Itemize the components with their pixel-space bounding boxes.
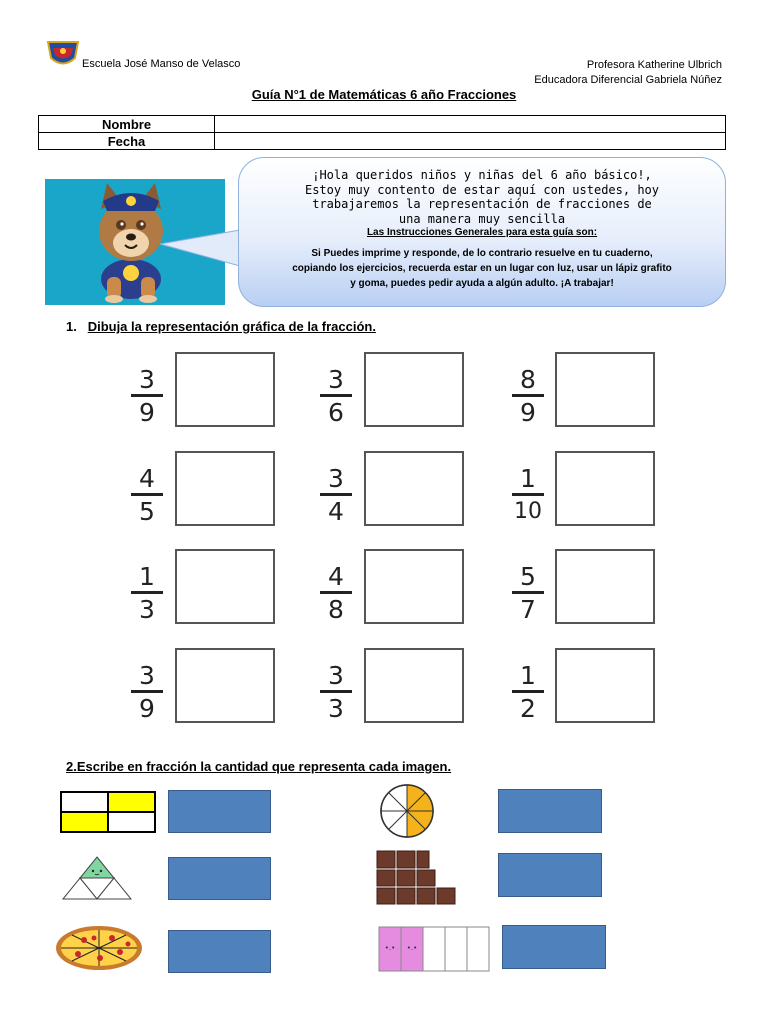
student-info-table (38, 115, 726, 150)
fraction (508, 366, 548, 426)
fraction-denominator: 9 (139, 694, 155, 723)
fraction-bar (320, 690, 352, 693)
fraction-denominator: 10 (514, 499, 542, 524)
answer-box[interactable] (168, 930, 271, 973)
fraction-bar (512, 690, 544, 693)
fraction-denominator: 9 (139, 398, 155, 427)
speech-bubble-tail-icon (158, 228, 242, 276)
question-1-heading (66, 319, 376, 334)
fraction-numerator: 3 (139, 365, 155, 394)
svg-text:•.•: •.• (384, 944, 396, 952)
educator-name: Educadora Diferencial Gabriela Núñez (534, 74, 722, 86)
greeting-line: una manera muy sencilla (398, 211, 566, 226)
triangle-fraction-picture (62, 854, 132, 902)
rectangle-fraction-picture (60, 791, 156, 833)
name-field[interactable] (215, 116, 726, 133)
drawing-box[interactable] (555, 451, 655, 526)
drawing-box[interactable] (555, 549, 655, 624)
fraction-denominator: 3 (139, 595, 155, 624)
fraction (316, 366, 356, 426)
fraction (316, 662, 356, 722)
answer-box[interactable] (168, 790, 271, 833)
fraction-numerator: 4 (328, 562, 344, 591)
speech-bubble (238, 157, 726, 307)
greeting-text (239, 168, 725, 226)
drawing-box[interactable] (555, 352, 655, 427)
fraction-bar (320, 493, 352, 496)
pizza-icon (54, 924, 144, 972)
answer-box[interactable] (168, 857, 271, 900)
instructions-line: copiando los ejercicios, recuerda estar en un lugar con luz, usar un lápiz grafito (292, 263, 672, 274)
fraction-numerator: 4 (139, 464, 155, 493)
fraction (127, 366, 167, 426)
fraction-denominator: 7 (520, 595, 536, 624)
drawing-box[interactable] (364, 648, 464, 723)
drawing-box[interactable] (175, 451, 275, 526)
fraction-bar (512, 493, 544, 496)
fraction-bar (512, 394, 544, 397)
svg-text:•.•: •.• (406, 944, 418, 952)
date-row (39, 133, 726, 150)
instructions-line: y goma, puedes pedir ayuda a algún adulto. ¡A trabajar! (350, 278, 614, 289)
question-2-heading: 2.Escribe en fracción la cantidad que representa cada imagen. (66, 759, 452, 774)
school-crest-icon (45, 38, 81, 70)
answer-box[interactable] (498, 853, 602, 897)
fraction-bar (131, 690, 163, 693)
circle-fraction-picture (372, 783, 442, 843)
fraction (127, 563, 167, 623)
fraction-denominator: 4 (328, 497, 344, 526)
name-label: Nombre (39, 116, 215, 133)
fraction-bar (320, 394, 352, 397)
answer-box[interactable] (498, 789, 602, 833)
question-number: 1. (66, 319, 77, 334)
instructions-title: Las Instrucciones Generales para esta guía son: (366, 227, 598, 238)
chocolate-bar-icon (376, 850, 456, 906)
fraction (316, 563, 356, 623)
fraction-bar (320, 591, 352, 594)
teacher-name: Profesora Katherine Ulbrich (586, 59, 722, 71)
date-label: Fecha (39, 133, 215, 150)
fraction (316, 465, 356, 525)
staff-names (534, 58, 722, 88)
question-1-text: Dibuja la representación gráfica de la fracción. (87, 319, 376, 334)
fraction-numerator: 1 (139, 562, 155, 591)
date-field[interactable] (215, 133, 726, 150)
instructions-line: Si Puedes imprime y responde, de lo contrario resuelve en tu cuaderno, (311, 248, 653, 259)
greeting-line: Estoy muy contento de estar aquí con ustedes, hoy (304, 182, 659, 197)
fraction-denominator: 6 (328, 398, 344, 427)
school-name: Escuela José Manso de Velasco (82, 58, 241, 70)
drawing-box[interactable] (364, 451, 464, 526)
fraction-bar (131, 591, 163, 594)
fraction-numerator: 3 (328, 661, 344, 690)
drawing-box[interactable] (175, 549, 275, 624)
name-row (39, 116, 726, 133)
fraction-bar (131, 493, 163, 496)
fraction-denominator: 9 (520, 398, 536, 427)
fraction-bar (131, 394, 163, 397)
fraction (508, 465, 548, 525)
fraction-bar (512, 591, 544, 594)
fraction-numerator: 8 (520, 365, 536, 394)
fraction-denominator: 2 (520, 694, 536, 723)
drawing-box[interactable] (175, 648, 275, 723)
fraction-numerator: 3 (328, 464, 344, 493)
fraction-numerator: 5 (520, 562, 536, 591)
fraction (127, 465, 167, 525)
fraction (508, 662, 548, 722)
fraction (127, 662, 167, 722)
fraction-denominator: 5 (139, 497, 155, 526)
bar-fraction-picture (378, 926, 494, 972)
fraction-denominator: 8 (328, 595, 344, 624)
fraction-numerator: 1 (520, 661, 536, 690)
drawing-box[interactable] (364, 352, 464, 427)
fraction-numerator: 1 (520, 464, 536, 493)
fraction-numerator: 3 (139, 661, 155, 690)
answer-box[interactable] (502, 925, 606, 969)
drawing-box[interactable] (364, 549, 464, 624)
fraction-numerator: 3 (328, 365, 344, 394)
fraction-denominator: 3 (328, 694, 344, 723)
page-title: Guía N°1 de Matemáticas 6 año Fracciones (251, 87, 517, 102)
greeting-line: ¡Hola queridos niños y niñas del 6 año básico!, (312, 168, 652, 182)
fraction (508, 563, 548, 623)
drawing-box[interactable] (555, 648, 655, 723)
greeting-line: trabajaremos la representación de fracciones de (312, 197, 652, 211)
instructions-body (239, 246, 725, 291)
drawing-box[interactable] (175, 352, 275, 427)
